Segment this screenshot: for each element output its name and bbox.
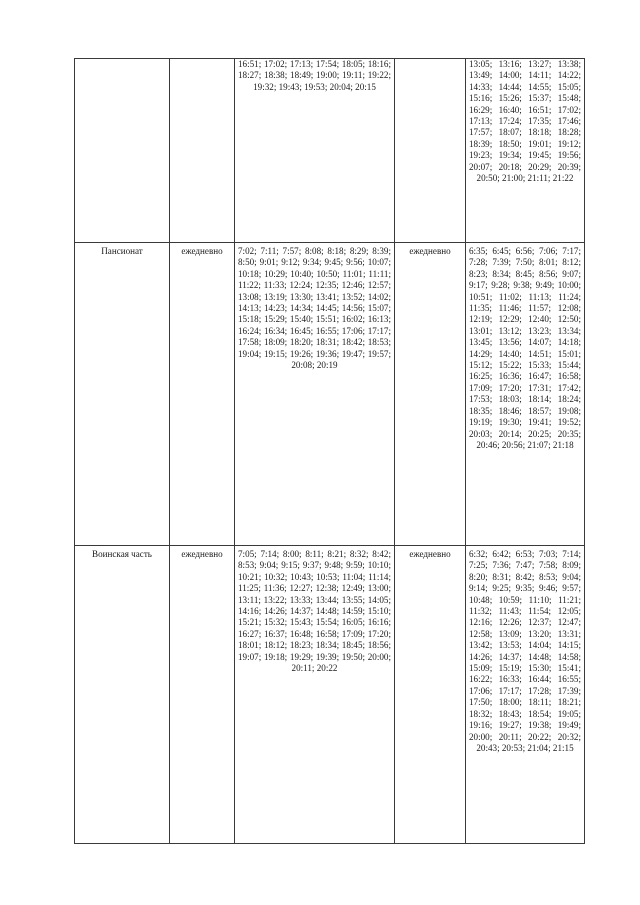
times-cell-direction-2	[466, 59, 585, 243]
times-text: 6:32; 6:42; 6:53; 7:03; 7:14; 7:25; 7:36; 7:47; 7:58; 8:09; 8:20; 8:31; 8:42; 8:53; 9:04; 9:14; 9:25; 9:35; 9:46; 9:57; 10:48; 10:59; 11:10; 11:21; 11:32; 11:43; 11:54; 12:05; 12:16; 12:26; 12:37; 12:47; 12:58; 13:09; 13:20; 13:31; 13:42; 13:53; 14:04; 14:15; 14:26; 14:37; 14:48; 14:58; 15:09; 15:19; 15:30; 15:41; 16:22; 16:33; 16:44; 16:55; 17:06; 17:17; 17:28; 17:39; 17:50; 18:00; 18:11; 18:21; 18:32; 18:43; 18:54; 19:05; 19:16; 19:27; 19:38; 19:49; 20:00; 20:11; 20:22; 20:32; 20:43; 20:53; 21:04; 21:15	[469, 549, 581, 753]
times-cell-direction-1	[235, 59, 395, 243]
days-cell-direction-2: ежедневно	[395, 243, 466, 546]
times-text: 6:35; 6:45; 6:56; 7:06; 7:17; 7:28; 7:39; 7:50; 8:01; 8:12; 8:23; 8:34; 8:45; 8:56; 9:07; 9:17; 9:28; 9:38; 9:49; 10:00; 10:51; 11:02; 11:13; 11:24; 11:35; 11:46; 11:57; 12:08; 12:19; 12:29; 12:40; 12:50; 13:01; 13:12; 13:23; 13:34; 13:45; 13:56; 14:07; 14:18; 14:29; 14:40; 14:51; 15:01; 15:12; 15:22; 15:33; 15:44; 16:25; 16:36; 16:47; 16:58; 17:09; 17:20; 17:31; 17:42; 17:53; 18:03; 18:14; 18:24; 18:35; 18:46; 18:57; 19:08; 19:19; 19:30; 19:41; 19:52; 20:03; 20:14; 20:25; 20:35; 20:46; 20:56; 21:07; 21:18	[469, 246, 581, 450]
stop-name-cell: Воинская часть	[75, 546, 170, 844]
times-cell-direction-2	[466, 243, 585, 546]
days-cell-direction-1	[170, 59, 235, 243]
times-text: 16:51; 17:02; 17:13; 17:54; 18:05; 18:16; 18:27; 18:38; 18:49; 19:00; 19:11; 19:22; 19:32; 19:43; 19:53; 20:04; 20:15	[238, 59, 391, 92]
days-cell-direction-2: ежедневно	[395, 546, 466, 844]
table-row	[75, 243, 585, 546]
days-cell-direction-1: ежедневно	[170, 546, 235, 844]
times-text: 7:02; 7:11; 7:57; 8:08; 8:18; 8:29; 8:39; 8:50; 9:01; 9:12; 9:34; 9:45; 9:56; 10:07; 10:18; 10:29; 10:40; 10:50; 11:01; 11:11; 11:22; 11:33; 12:24; 12:35; 12:46; 12:57; 13:08; 13:19; 13:30; 13:41; 13:52; 14:02; 14:13; 14:23; 14:34; 14:45; 14:56; 15:07; 15:18; 15:29; 15:40; 15:51; 16:02; 16:13; 16:24; 16:34; 16:45; 16:55; 17:06; 17:17; 17:58; 18:09; 18:20; 18:31; 18:42; 18:53; 19:04; 19:15; 19:26; 19:36; 19:47; 19:57; 20:08; 20:19	[238, 246, 391, 371]
times-cell-direction-1	[235, 546, 395, 844]
schedule-table	[74, 58, 585, 844]
times-cell-direction-2	[466, 546, 585, 844]
table-row	[75, 546, 585, 844]
stop-name-cell	[75, 59, 170, 243]
days-cell-direction-1: ежедневно	[170, 243, 235, 546]
table-row	[75, 59, 585, 243]
times-text: 13:05; 13:16; 13:27; 13:38; 13:49; 14:00; 14:11; 14:22; 14:33; 14:44; 14:55; 15:05; 15:16; 15:26; 15:37; 15:48; 16:29; 16:40; 16:51; 17:02; 17:13; 17:24; 17:35; 17:46; 17:57; 18:07; 18:18; 18:28; 18:39; 18:50; 19:01; 19:12; 19:23; 19:34; 19:45; 19:56; 20:07; 20:18; 20:29; 20:39; 20:50; 21:00; 21:11; 21:22	[469, 59, 581, 184]
times-text: 7:05; 7:14; 8:00; 8:11; 8:21; 8:32; 8:42; 8:53; 9:04; 9:15; 9:37; 9:48; 9:59; 10:10; 10:21; 10:32; 10:43; 10:53; 11:04; 11:14; 11:25; 11:36; 12:27; 12:38; 12:49; 13:00; 13:11; 13:22; 13:33; 13:44; 13:55; 14:05; 14:16; 14:26; 14:37; 14:48; 14:59; 15:10; 15:21; 15:32; 15:43; 15:54; 16:05; 16:16; 16:27; 16:37; 16:48; 16:58; 17:09; 17:20; 18:01; 18:12; 18:23; 18:34; 18:45; 18:56; 19:07; 19:18; 19:29; 19:39; 19:50; 20:00; 20:11; 20:22	[238, 549, 391, 674]
stop-name-cell: Пансионат	[75, 243, 170, 546]
days-cell-direction-2	[395, 59, 466, 243]
times-cell-direction-1	[235, 243, 395, 546]
